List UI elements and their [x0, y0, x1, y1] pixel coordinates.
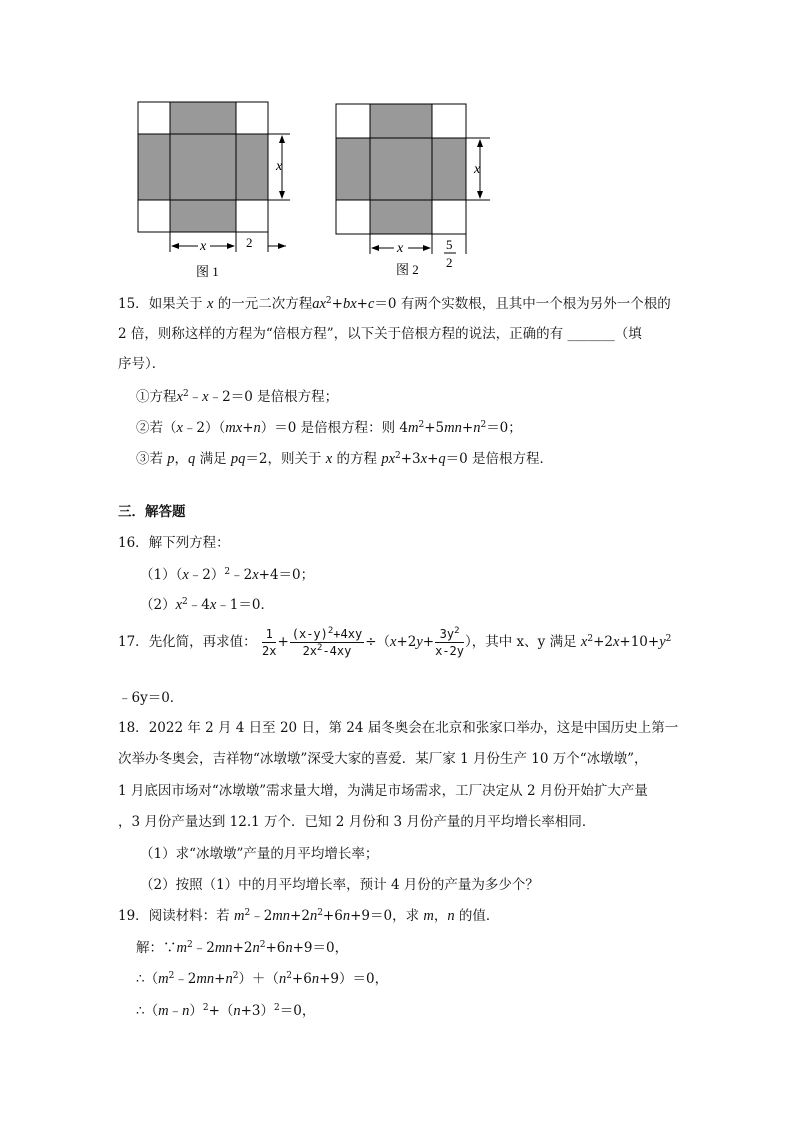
- q16-number: 16．: [118, 535, 149, 551]
- q18-line3: 1 月底因市场对“冰墩墩”需求量大增，为满足市场需求，工厂决定从 2 月份开始扩大产量: [118, 783, 648, 799]
- fig2-dim-den: 2: [446, 255, 453, 270]
- fig2-bottom-x-label: x: [397, 241, 404, 256]
- q15-item3: ③若 p，q 满足 pq＝2，则关于 x 的方程 $px^2+3x+q=0$ 是倍根方程．: [136, 451, 554, 467]
- answer-blank[interactable]: _______: [567, 326, 615, 342]
- fraction-3: $\frac{3y^2}{x-2y}$: [435, 626, 465, 658]
- q19-step2: $\therefore(m^2﹣2mn+n^2)+(n^2+6n+9)=0$，: [136, 971, 389, 987]
- q16-stem: 16．解下列方程：: [118, 535, 230, 551]
- q17-line2: ﹣6y＝0．: [118, 690, 184, 706]
- q19-step1: 解：$\because m^2﹣2mn+2n^2+6n+9=0$，: [136, 940, 349, 956]
- q18-line4: ，3 月份产量达到 12.1 万个．已知 2 月份和 3 月份产量的月平均增长率相同．: [118, 814, 596, 830]
- q16-part1: （1）（x﹣2）$^2$﹣2x+4＝0；: [140, 567, 315, 583]
- q15-line3: 序号）．: [118, 356, 166, 372]
- q19-stem: 19．阅读材料：若 $m^2﹣2mn+2n^2+6n+9=0$，求 m，n 的值．: [118, 908, 500, 924]
- fig1-bottom-x-label: x: [200, 239, 207, 254]
- q16-part2: $(2)x^2﹣4x﹣1=0$．: [140, 597, 274, 613]
- q17-number: 17．: [118, 634, 149, 650]
- q15-item2: ②若（x﹣2）（mx+n）＝0 是倍根方程：则 $4m^2+5mn+n^2=0$；: [136, 420, 522, 436]
- fig1-dim-label: 2: [246, 235, 253, 250]
- q19-number: 19．: [118, 908, 149, 924]
- q18-line1: 18．2022 年 2 月 4 日至 20 日，第 24 届冬奥会在北京和张家口举办，这是中国历史上第一: [118, 720, 679, 736]
- q18-part2: （2）按照（1）中的月平均增长率，预计 4 月份的产量为多少个？: [140, 877, 539, 893]
- fig1-right-x-label: x: [276, 159, 283, 174]
- fig2-caption: 图 2: [396, 262, 419, 277]
- figure-1: [130, 96, 300, 280]
- q18-part1: （1）求“冰墩墩”产量的月平均增长率；: [140, 846, 379, 862]
- q18-line2: 次举办冬奥会，吉祥物“冰墩墩”深受大家的喜爱．某厂家 1 月份生产 10 万个“冰墩墩”，: [118, 751, 648, 767]
- fraction-2: $\frac{(x-y)^2+4xy}{2x^2-4xy}$: [291, 626, 363, 658]
- q15-line1: 15．如果关于 x 的一元二次方程$ax^2+bx+c=0$ 有两个实数根，且其中一个根为另外一个根的: [118, 296, 671, 312]
- section-title: 三．解答题: [118, 504, 186, 520]
- q15-number: 15．: [118, 296, 149, 312]
- q18-number: 18．: [118, 720, 149, 736]
- fig2-dim-num: 5: [446, 237, 453, 252]
- fig2-right-x-label: x: [474, 162, 481, 177]
- fraction-1: $\frac{1}{2x}$: [261, 627, 277, 658]
- q17-line1: 17．先化简，再求值： $\frac{1}{2x}$ + $\frac{(x-y)^2+4xy}{2x^2-4xy}$ ÷（x+2y+ $\frac{3y^2}{x-2y}$ ），其中 x、y 满足 $x^2+2x+10+y^2$: [118, 626, 672, 658]
- q15-line2: 2 倍，则称这样的方程为“倍根方程”，以下关于倍根方程的说法，正确的有 _______（填: [118, 326, 642, 342]
- fig1-caption: 图 1: [196, 264, 219, 279]
- figure-2: [328, 96, 508, 280]
- q19-step3: $\therefore(m﹣n)^2+(n+3)^2=0$，: [136, 1003, 316, 1019]
- q15-item1: ①方程$x^2﹣x﹣2=0$ 是倍根方程；: [136, 389, 339, 405]
